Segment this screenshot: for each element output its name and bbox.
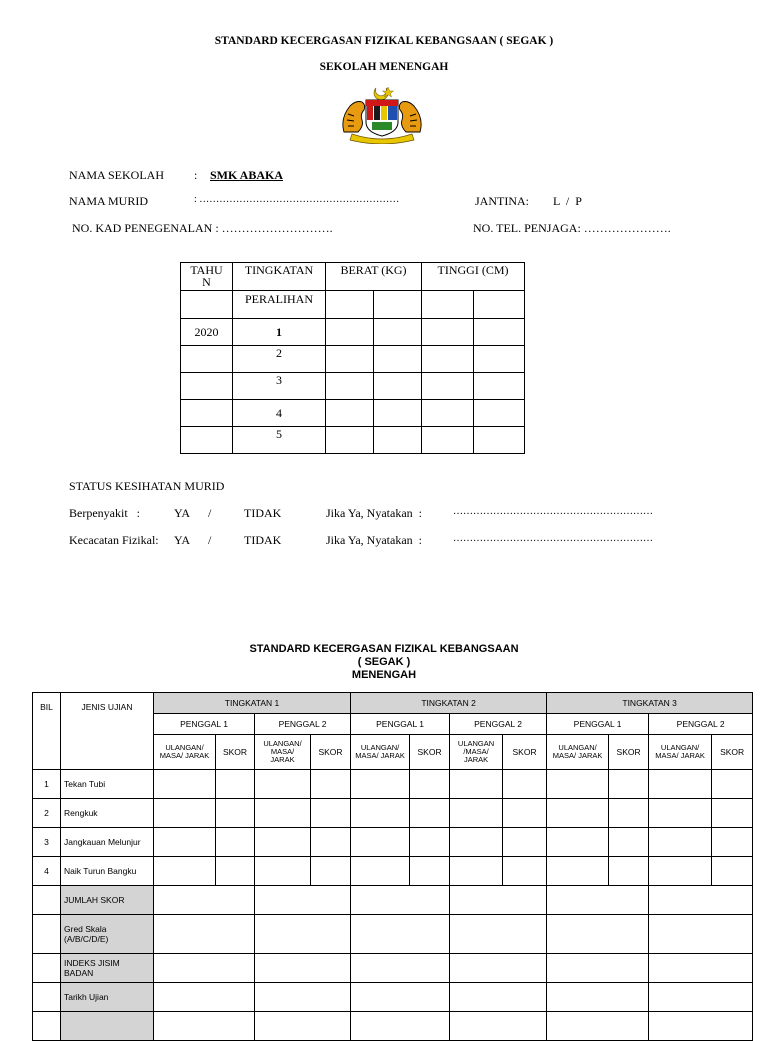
term-1-header: PENGGAL 1	[154, 714, 255, 735]
summary-label: Gred Skala (A/B/C/D/E)	[61, 915, 154, 954]
measure-header: ULANGAN/ MASA/ JARAK	[154, 735, 216, 770]
gender-value: L / P	[553, 194, 582, 208]
summary-row	[33, 915, 753, 954]
test-name: Jangkauan Melunjur	[61, 828, 154, 857]
col-test-type: JENIS UJIAN	[61, 693, 154, 770]
growth-table	[180, 262, 525, 454]
col-height: TINGGI (CM)	[422, 263, 525, 291]
disability-slash: /	[208, 533, 212, 547]
segak-title-line1: STANDARD KECERGASAN FIZIKAL KEBANGSAAN	[249, 643, 519, 655]
test-name: Tekan Tubi	[61, 770, 154, 799]
term-2-header: PENGGAL 2	[450, 714, 547, 735]
disability-no: TIDAK	[244, 533, 282, 547]
growth-form: 4	[233, 400, 326, 427]
score-header: SKOR	[609, 735, 649, 770]
growth-form: 3	[233, 373, 326, 400]
term-2-header: PENGGAL 2	[255, 714, 351, 735]
col-year: TAHUN	[181, 263, 233, 291]
term-2-header: PENGGAL 2	[649, 714, 753, 735]
illness-slash: /	[208, 506, 212, 520]
growth-form: 5	[233, 427, 326, 454]
growth-year	[181, 427, 233, 454]
student-name-field: : ……………………………………………………	[194, 194, 400, 205]
test-number: 2	[33, 799, 61, 828]
row-transition: PERALIHAN	[233, 291, 326, 319]
student-name-label: NAMA MURID	[69, 194, 149, 208]
test-number: 4	[33, 857, 61, 886]
summary-label: INDEKS JISIM BADAN	[61, 954, 154, 983]
disability-label: Kecacatan Fizikal:	[69, 533, 159, 547]
school-label: NAMA SEKOLAH	[69, 168, 165, 182]
score-header: SKOR	[712, 735, 753, 770]
school-separator: :	[194, 168, 198, 182]
summary-label: Tarikh Ujian	[61, 983, 154, 1012]
growth-form: 1	[233, 319, 326, 346]
test-number: 3	[33, 828, 61, 857]
col-form: TINGKATAN	[233, 263, 326, 291]
table-row	[33, 828, 753, 857]
document-subtitle: SEKOLAH MENENGAH	[319, 61, 449, 73]
illness-specify: Jika Ya, Nyatakan :	[326, 506, 422, 520]
score-header: SKOR	[410, 735, 450, 770]
measure-header: ULANGAN/ MASA/ JARAK	[255, 735, 311, 770]
document-title: STANDARD KECERGASAN FIZIKAL KEBANGSAAN ( SEGAK )	[214, 35, 554, 47]
measure-header: ULANGAN /MASA/ JARAK	[450, 735, 503, 770]
disability-yes: YA	[174, 533, 191, 547]
illness-dots: ……………………………………………………	[453, 506, 653, 517]
term-1-header: PENGGAL 1	[351, 714, 450, 735]
measure-header: ULANGAN/ MASA/ JARAK	[649, 735, 712, 770]
score-header: SKOR	[311, 735, 351, 770]
summary-row	[33, 954, 753, 983]
col-weight: BERAT (KG)	[326, 263, 422, 291]
growth-form: 2	[233, 346, 326, 373]
guardian-phone-field: NO. TEL. PENJAGA: ………………….	[473, 221, 671, 235]
table-row	[33, 857, 753, 886]
form-2-header: TINGKATAN 2	[351, 693, 547, 714]
test-name: Rengkuk	[61, 799, 154, 828]
segak-table	[32, 692, 753, 1041]
growth-year	[181, 400, 233, 427]
growth-year	[181, 346, 233, 373]
health-heading: STATUS KESIHATAN MURID	[69, 479, 225, 493]
table-row	[33, 770, 753, 799]
coat-of-arms-icon	[336, 84, 428, 144]
test-name: Naik Turun Bangku	[61, 857, 154, 886]
disability-specify: Jika Ya, Nyatakan :	[326, 533, 422, 547]
gender-label: JANTINA:	[475, 194, 529, 208]
segak-title-line3: MENENGAH	[351, 669, 417, 681]
term-1-header: PENGGAL 1	[547, 714, 649, 735]
illness-label: Berpenyakit :	[69, 506, 140, 520]
table-row	[33, 799, 753, 828]
growth-year: 2020	[181, 319, 233, 346]
measure-header: ULANGAN/ MASA/ JARAK	[547, 735, 609, 770]
summary-label: JUMLAH SKOR	[61, 886, 154, 915]
score-header: SKOR	[216, 735, 255, 770]
growth-year	[181, 373, 233, 400]
test-number: 1	[33, 770, 61, 799]
summary-row	[33, 1012, 753, 1041]
score-header: SKOR	[503, 735, 547, 770]
summary-row	[33, 886, 753, 915]
school-value: SMK ABAKA	[210, 168, 284, 182]
illness-yes: YA	[174, 506, 191, 520]
measure-header: ULANGAN/ MASA/ JARAK	[351, 735, 410, 770]
form-1-header: TINGKATAN 1	[154, 693, 351, 714]
ic-number-field: NO. KAD PENEGENALAN : ……………………….	[69, 221, 333, 235]
disability-dots: ……………………………………………………	[453, 533, 653, 544]
summary-row	[33, 983, 753, 1012]
segak-title-line2: ( SEGAK )	[357, 656, 411, 668]
col-bil: BIL	[33, 693, 61, 770]
form-3-header: TINGKATAN 3	[547, 693, 753, 714]
illness-no: TIDAK	[244, 506, 282, 520]
